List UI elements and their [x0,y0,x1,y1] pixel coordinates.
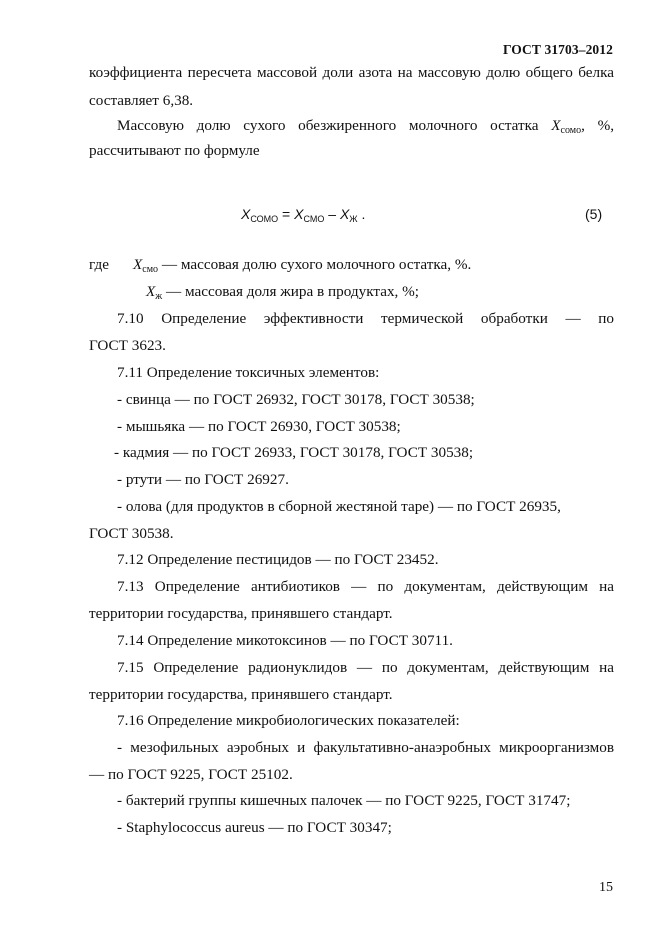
paragraph-line: составляет 6,38. [89,92,194,109]
section-7-14: 7.14 Определение микотоксинов — по ГОСТ 30711. [117,632,453,649]
section-7-13: 7.13 Определение антибиотиков — по документам, действующим на [117,578,614,595]
list-item: - Staphylococcus aureus — по ГОСТ 30347; [117,819,392,836]
formula: $X_{СОМО} = X_{СМО} - X_Ж$ . [241,206,366,224]
where-label: где [89,256,109,273]
definition-x-zh: $X_ж$ — массовая доля жира в продуктах, %; [146,283,420,302]
document-code-header: ГОСТ 31703–2012 [502,42,613,57]
list-item: - мышьяка — по ГОСТ 26930, ГОСТ 30538; [117,418,401,435]
definition-x-smo: $X_{смо}$ — массовая долю сухого молочного остатка, %. [133,256,472,275]
section-7-15-cont: территории государства, принявшего стандарт. [89,686,393,703]
paragraph-line: рассчитывают по формуле [89,142,260,159]
section-7-10: 7.10 Определение эффективности термической обработки — по [117,310,614,327]
section-7-12: 7.12 Определение пестицидов — по ГОСТ 23452. [117,551,439,568]
page-number: 15 [599,880,613,895]
list-item: - мезофильных аэробных и факультативно-анаэробных микроорганизмов [117,739,614,756]
section-7-10-cont: ГОСТ 3623. [89,337,166,354]
list-item: - ртути — по ГОСТ 26927. [117,471,289,488]
paragraph-line [117,117,614,136]
section-7-13-cont: территории государства, принявшего стандарт. [89,605,393,622]
list-item: - олова (для продуктов в сборной жестяной таре) — по ГОСТ 26935, [117,498,561,515]
section-7-15: 7.15 Определение радионуклидов — по документам, действующим на [117,659,614,676]
list-item: - бактерий группы кишечных палочек — по ГОСТ 9225, ГОСТ 31747; [117,792,571,809]
formula-number: (5) [585,206,603,222]
paragraph-line: коэффициента пересчета массовой доли азота на массовую долю общего белка [89,64,614,81]
list-item: - свинца — по ГОСТ 26932, ГОСТ 30178, ГОСТ 30538; [117,391,475,408]
variable-x-somo: $X_{сомо}$, %, [551,117,615,136]
list-item-cont: ГОСТ 30538. [89,525,174,542]
section-7-16: 7.16 Определение микробиологических показателей: [117,712,460,729]
paragraph-text: Массовую долю сухого обезжиренного молочного остатка [117,117,539,134]
list-item-cont: — по ГОСТ 9225, ГОСТ 25102. [89,766,293,783]
list-item: - кадмия — по ГОСТ 26933, ГОСТ 30178, ГОСТ 30538; [114,444,474,461]
section-7-11: 7.11 Определение токсичных элементов: [117,364,380,381]
